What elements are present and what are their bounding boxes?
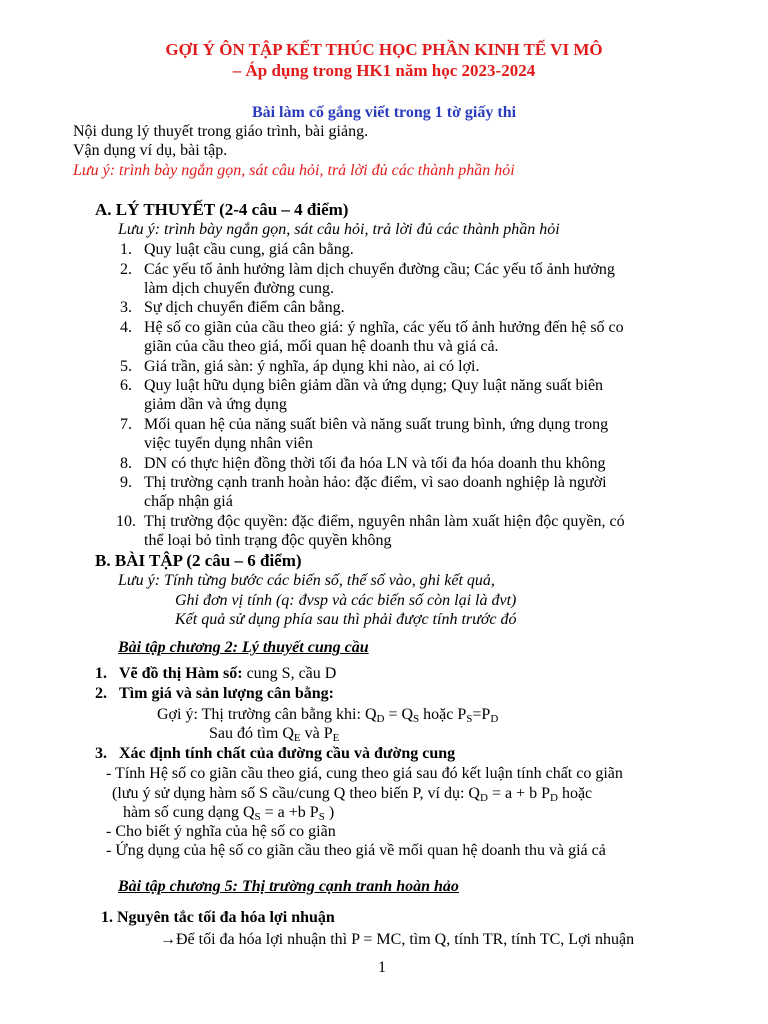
chapter-2-title: Bài tập chương 2: Lý thuyết cung cầu	[118, 639, 369, 656]
chapter-5-title: Bài tập chương 5: Thị trường cạnh tranh hoàn hảo	[118, 878, 459, 895]
section-a-heading: A. LÝ THUYẾT (2-4 câu – 4 điểm)	[95, 200, 349, 219]
equilibrium-then: Sau đó tìm $Q_E$ và $P_E$	[209, 725, 340, 744]
list-number: 8.	[120, 455, 132, 472]
intro-line-2: Vận dụng ví dụ, bài tập.	[73, 142, 228, 159]
list-text: Các yếu tố ảnh hưởng làm dịch chuyển đường cầu; Các yếu tố ảnh hưởng	[144, 261, 615, 278]
elasticity-bullet-2: (lưu ý sử dụng hàm số S cầu/cung Q theo biến P, ví dụ: $Q_D = a + b$ $P_D$ hoặc	[112, 785, 593, 804]
list-text-continued: thể loại bỏ tình trạng độc quyền không	[144, 532, 392, 549]
elasticity-bullet-1: - Tính Hệ số co giãn cầu theo giá, cung theo giá sau đó kết luận tính chất co giãn	[106, 765, 623, 782]
chapter-2-q1	[119, 664, 336, 684]
chapter-2-q3-number: 3.	[95, 745, 107, 762]
list-text: Giá trần, giá sàn: ý nghĩa, áp dụng khi nào, ai có lợi.	[144, 358, 480, 375]
list-text-continued: việc tuyển dụng nhân viên	[144, 435, 313, 452]
list-text: Quy luật cầu cung, giá cân bằng.	[144, 241, 354, 258]
chapter-2-q3: Xác định tính chất của đường cầu và đường cung	[119, 745, 456, 762]
list-text-continued: làm dịch chuyển đường cung.	[144, 280, 334, 297]
list-text-continued: chấp nhận giá	[144, 493, 233, 510]
writing-instruction: Bài làm cố gắng viết trong 1 tờ giấy thi	[251, 104, 517, 121]
list-number: 7.	[120, 416, 132, 433]
elasticity-bullet-5: - Ứng dụng của hệ số co giãn cầu theo giá về mối quan hệ doanh thu và giá cả	[106, 842, 606, 859]
list-text: DN có thực hiện đồng thời tối đa hóa LN và tối đa hóa doanh thu không	[144, 455, 606, 472]
list-text-continued: giảm dần và ứng dụng	[144, 396, 287, 413]
elasticity-bullet-4: - Cho biết ý nghĩa của hệ số co giãn	[106, 823, 336, 840]
section-b-note-1: Lưu ý: Tính từng bước các biến số, thế số vào, ghi kết quả,	[118, 572, 495, 589]
intro-line-1: Nội dung lý thuyết trong giáo trình, bài giảng.	[73, 123, 369, 140]
section-b-note-3: Kết quả sử dụng phía sau thì phải được tính trước đó	[175, 611, 517, 628]
section-b-heading: B. BÀI TẬP (2 câu – 6 điểm)	[95, 551, 302, 570]
section-a-note: Lưu ý: trình bày ngắn gọn, sát câu hỏi, trả lời đủ các thành phần hỏi	[118, 221, 560, 238]
page-number: 1	[378, 959, 386, 976]
list-number: 1.	[120, 241, 132, 258]
chapter-2-q2-number: 2.	[95, 685, 107, 702]
list-text: Hệ số co giãn của cầu theo giá: ý nghĩa, các yếu tố ảnh hưởng đến hệ số co	[144, 319, 624, 336]
list-text-continued: giãn của cầu theo giá, mối quan hệ doanh thu và giá cả.	[144, 338, 499, 355]
list-number: 9.	[120, 474, 132, 491]
q1-label: Vẽ đồ thị Hàm số:	[119, 665, 243, 682]
chapter-2-q2: Tìm giá và sản lượng cân bằng:	[119, 685, 334, 702]
list-number: 3.	[120, 299, 132, 316]
chapter-5-q1: 1. Nguyên tắc tối đa hóa lợi nhuận	[101, 909, 335, 926]
intro-note: Lưu ý: trình bày ngắn gọn, sát câu hỏi, trả lời đủ các thành phần hỏi	[73, 162, 515, 179]
list-number: 10.	[116, 513, 136, 530]
document-subtitle: – Áp dụng trong HK1 năm học 2023-2024	[232, 61, 536, 80]
arrow-icon: →	[160, 931, 176, 948]
chapter-5-q1-detail: →Để tối đa hóa lợi nhuận thì P = MC, tìm Q, tính TR, tính TC, Lợi nhuận	[160, 931, 635, 948]
list-text: Sự dịch chuyển điểm cân bằng.	[144, 299, 345, 316]
equilibrium-hint: Gợi ý: Thị trường cân bằng khi: $Q_D = Q_S$ hoặc $P_S=P_D$	[157, 706, 499, 725]
list-number: 6.	[120, 377, 132, 394]
q1-text: cung S, cầu D	[242, 665, 337, 682]
list-number: 2.	[120, 261, 132, 278]
list-text: Quy luật hữu dụng biên giảm dần và ứng dụng; Quy luật năng suất biên	[144, 377, 604, 394]
list-number: 4.	[120, 319, 132, 336]
section-b-note-2: Ghi đơn vị tính (q: đvsp và các biến số còn lại là đvt)	[175, 592, 517, 609]
elasticity-bullet-3: hàm số cung dạng $Q_S = a +b$ $P_S$ )	[123, 804, 335, 823]
list-number: 5.	[120, 358, 132, 375]
chapter-2-q1-number: 1.	[95, 665, 107, 682]
list-text: Thị trường cạnh tranh hoàn hảo: đặc điểm, vì sao doanh nghiệp là người	[144, 474, 607, 491]
document-title: GỢI Ý ÔN TẬP KẾT THÚC HỌC PHẦN KINH TẾ VI MÔ	[165, 40, 603, 59]
list-text: Thị trường độc quyền: đặc điểm, nguyên nhân làm xuất hiện độc quyền, có	[144, 513, 625, 530]
list-text: Mối quan hệ của năng suất biên và năng suất trung bình, ứng dụng trong	[144, 416, 609, 433]
